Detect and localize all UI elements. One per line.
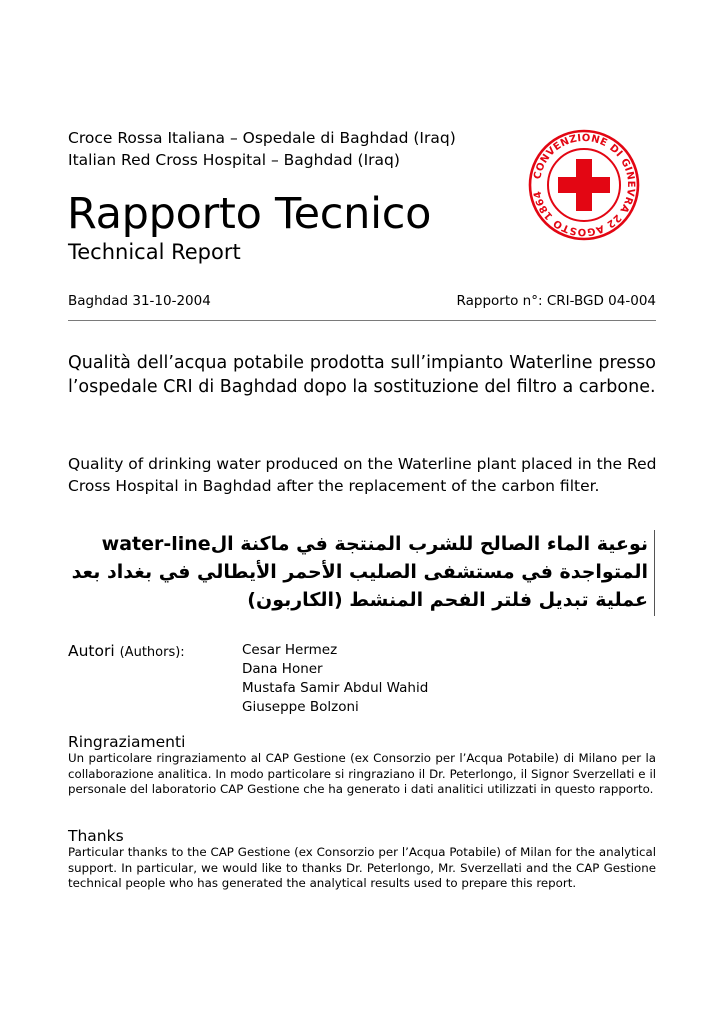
authors-label-it: Autori [68, 642, 115, 660]
arabic-title-line: نوعية الماء الصالح للشرب المنتجة في ماكنة الwater-line [101, 533, 648, 555]
author-name: Giuseppe Bolzoni [242, 699, 359, 715]
acknowledgements-body-en: Particular thanks to the CAP Gestione (ex Consorzio per l’Acqua Potabile) of Milan for the analytical support. In particular, we would like to thanks Dr. Peterlongo, Mr. Sverzellati and the CAP Gestione technical people who has generated the analytical results used to prepare this report. [68, 845, 656, 891]
author-name: Dana Honer [242, 661, 323, 677]
header-divider [68, 320, 656, 321]
arabic-report-title [60, 530, 655, 616]
authors-label-en: (Authors): [119, 645, 185, 660]
authors-label [68, 641, 185, 663]
report-title: Rapporto Tecnico [67, 189, 432, 239]
header-line-english: Italian Red Cross Hospital – Baghdad (Iraq) [68, 151, 400, 169]
author-name: Cesar Hermez [242, 642, 338, 658]
meta-row [68, 292, 656, 310]
seal-ring-text: CONVENZIONE DI GINEVRA 22 AGOSTO 1864 [532, 132, 637, 238]
author-name: Mustafa Samir Abdul Wahid [242, 680, 429, 696]
acknowledgements-body-it: Un particolare ringraziamento al CAP Gestione (ex Consorzio per l’Acqua Potabile) di Milano per la collaborazione analitica. In modo particolare si ringraziano il Dr. Peterlongo, il Signor Sverzellati e il personale del laboratorio CAP Gestione che ha generato i dati analitici utilizzati in questo rapporto. [68, 751, 656, 797]
acknowledgements-heading-it: Ringraziamenti [68, 733, 186, 751]
report-date: Baghdad 31-10-2004 [68, 293, 211, 309]
report-subtitle: Technical Report [68, 240, 241, 264]
seal-cross-horizontal [558, 177, 610, 193]
arabic-title-line: عملية تبديل فلتر الفحم المنشط (الكاربون) [247, 589, 648, 611]
italian-report-title: Qualità dell’acqua potabile prodotta sull’impianto Waterline presso l’ospedale CRI di Baghdad dopo la sostituzione del filtro a carbone. [68, 353, 656, 397]
header-line-italian: Croce Rossa Italiana – Ospedale di Baghdad (Iraq) [68, 129, 456, 147]
arabic-title-line: المتواجدة في مستشفى الصليب الأحمر الأيطالي في بغداد بعد [71, 561, 648, 583]
report-number: Rapporto n°: CRI-BGD 04-004 [456, 293, 656, 309]
english-report-title: Quality of drinking water produced on the Waterline plant placed in the Red Cross Hospital in Baghdad after the replacement of the carbon filter. [68, 455, 657, 495]
red-cross-seal-logo [528, 129, 640, 241]
acknowledgements-heading-en: Thanks [68, 827, 124, 845]
authors-list [242, 641, 428, 717]
